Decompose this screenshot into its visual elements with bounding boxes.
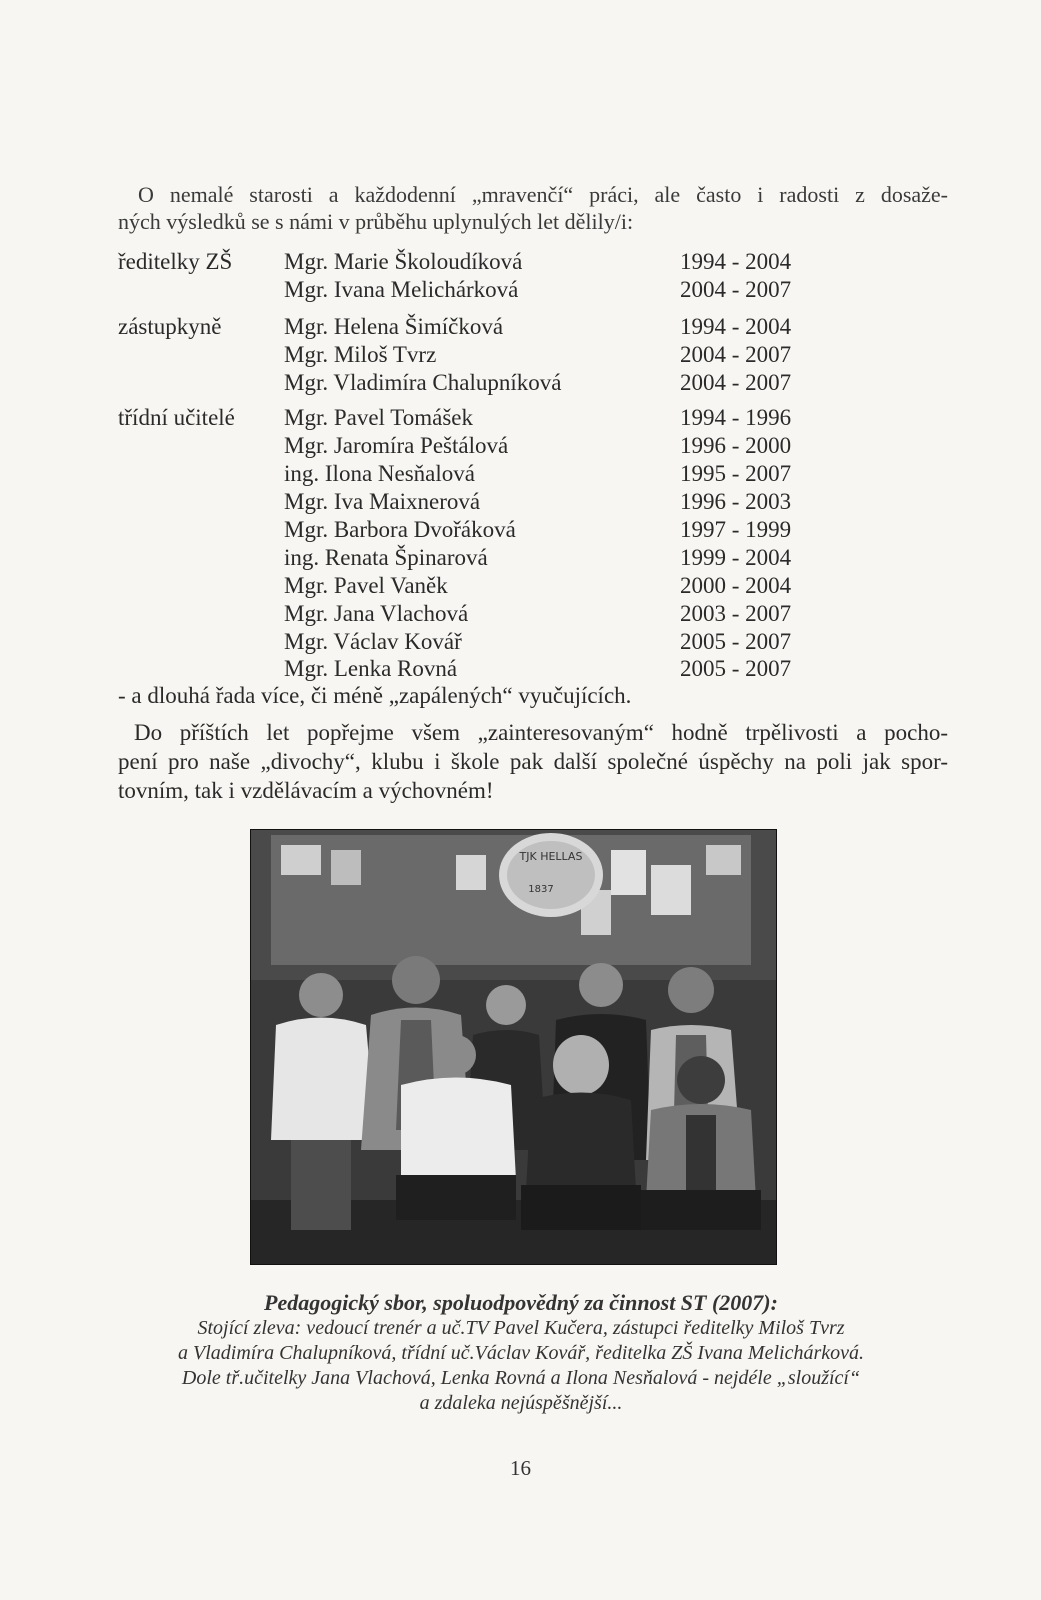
photo-caption xyxy=(100,1290,942,1416)
staff-years: 1995 - 2007 xyxy=(680,461,792,486)
intro-line-1: O nemalé starosti a každodenní „mravenčí“ práci, ale často i radosti z dosaže- xyxy=(138,182,948,207)
staff-name: Mgr. Jana Vlachová xyxy=(284,601,469,626)
staff-years: 2000 - 2004 xyxy=(680,573,792,598)
staff-role: zástupkyně xyxy=(118,314,222,339)
page-number: 16 xyxy=(510,1456,531,1480)
staff-name: Mgr. Václav Kovář xyxy=(284,629,462,654)
staff-years: 1999 - 2004 xyxy=(680,545,792,570)
kneeling-people xyxy=(396,1035,761,1230)
wishes-line-3: tovním, tak i vzdělávacím a výchovném! xyxy=(118,778,494,803)
staff-name: Mgr. Lenka Rovná xyxy=(284,656,458,681)
staff-years: 2004 - 2007 xyxy=(680,342,792,367)
wishes-paragraph xyxy=(118,718,948,805)
intro-line-2: ných výsledků se s námi v průběhu uplynulých let dělily/i: xyxy=(118,209,634,234)
staff-name: ing. Ilona Nesňalová xyxy=(284,461,475,486)
staff-role: ředitelky ZŠ xyxy=(118,249,233,274)
intro-paragraph xyxy=(118,181,948,235)
staff-name: Mgr. Miloš Tvrz xyxy=(284,342,437,367)
staff-name: Mgr. Vladimíra Chalupníková xyxy=(284,370,562,395)
closing-line: - a dlouhá řada více, či méně „zapálených“ vyučujících. xyxy=(118,683,632,708)
staff-name: Mgr. Pavel Vaněk xyxy=(284,573,448,598)
staff-years: 1997 - 1999 xyxy=(680,517,792,542)
staff-years: 1994 - 2004 xyxy=(680,314,792,339)
caption-title: Pedagogický sbor, spoluodpovědný za činnost ST (2007): xyxy=(264,1290,778,1315)
staff-years: 1996 - 2003 xyxy=(680,489,792,514)
staff-name: Mgr. Jaromíra Peštálová xyxy=(284,433,509,458)
staff-name: ing. Renata Špinarová xyxy=(284,545,488,570)
staff-role: třídní učitelé xyxy=(118,405,235,430)
staff-years: 2003 - 2007 xyxy=(680,601,792,626)
club-sign-year: 1837 xyxy=(528,884,554,895)
club-sign-text: TJK HELLAS xyxy=(519,850,583,863)
staff-name: Mgr. Marie Školoudíková xyxy=(284,249,523,274)
staff-name: Mgr. Barbora Dvořáková xyxy=(284,517,516,542)
caption-line-3: Dole tř.učitelky Jana Vlachová, Lenka Rovná a Ilona Nesňalová - nejdéle „sloužící“ xyxy=(181,1367,861,1389)
caption-line-1: Stojící zleva: vedoucí trenér a uč.TV Pavel Kučera, zástupci ředitelky Miloš Tvrz xyxy=(197,1317,845,1339)
wishes-line-2: pení pro naše „divochy“, klubu i škole pak další společné úspěchy na poli jak spor- xyxy=(118,749,948,774)
staff-name: Mgr. Ivana Melichárková xyxy=(284,277,519,302)
group-photo-drawing xyxy=(251,830,776,1264)
staff-years: 1994 - 2004 xyxy=(680,249,792,274)
staff-years: 2005 - 2007 xyxy=(680,656,792,681)
wishes-line-1: Do příštích let popřejme všem „zainteresovaným“ hodně trpělivosti a pocho- xyxy=(134,720,948,745)
staff-name: Mgr. Iva Maixnerová xyxy=(284,489,481,514)
staff-years: 2005 - 2007 xyxy=(680,629,792,654)
caption-line-4: a zdaleka nejúspěšnější... xyxy=(419,1392,623,1414)
staff-years: 1994 - 1996 xyxy=(680,405,792,430)
staff-years: 1996 - 2000 xyxy=(680,433,792,458)
group-photo xyxy=(250,829,777,1265)
staff-name: Mgr. Pavel Tomášek xyxy=(284,405,473,430)
staff-years: 2004 - 2007 xyxy=(680,370,792,395)
staff-name: Mgr. Helena Šimíčková xyxy=(284,314,504,339)
staff-years: 2004 - 2007 xyxy=(680,277,792,302)
caption-line-2: a Vladimíra Chalupníková, třídní uč.Václav Kovář, ředitelka ZŠ Ivana Melichárková. xyxy=(178,1342,864,1364)
